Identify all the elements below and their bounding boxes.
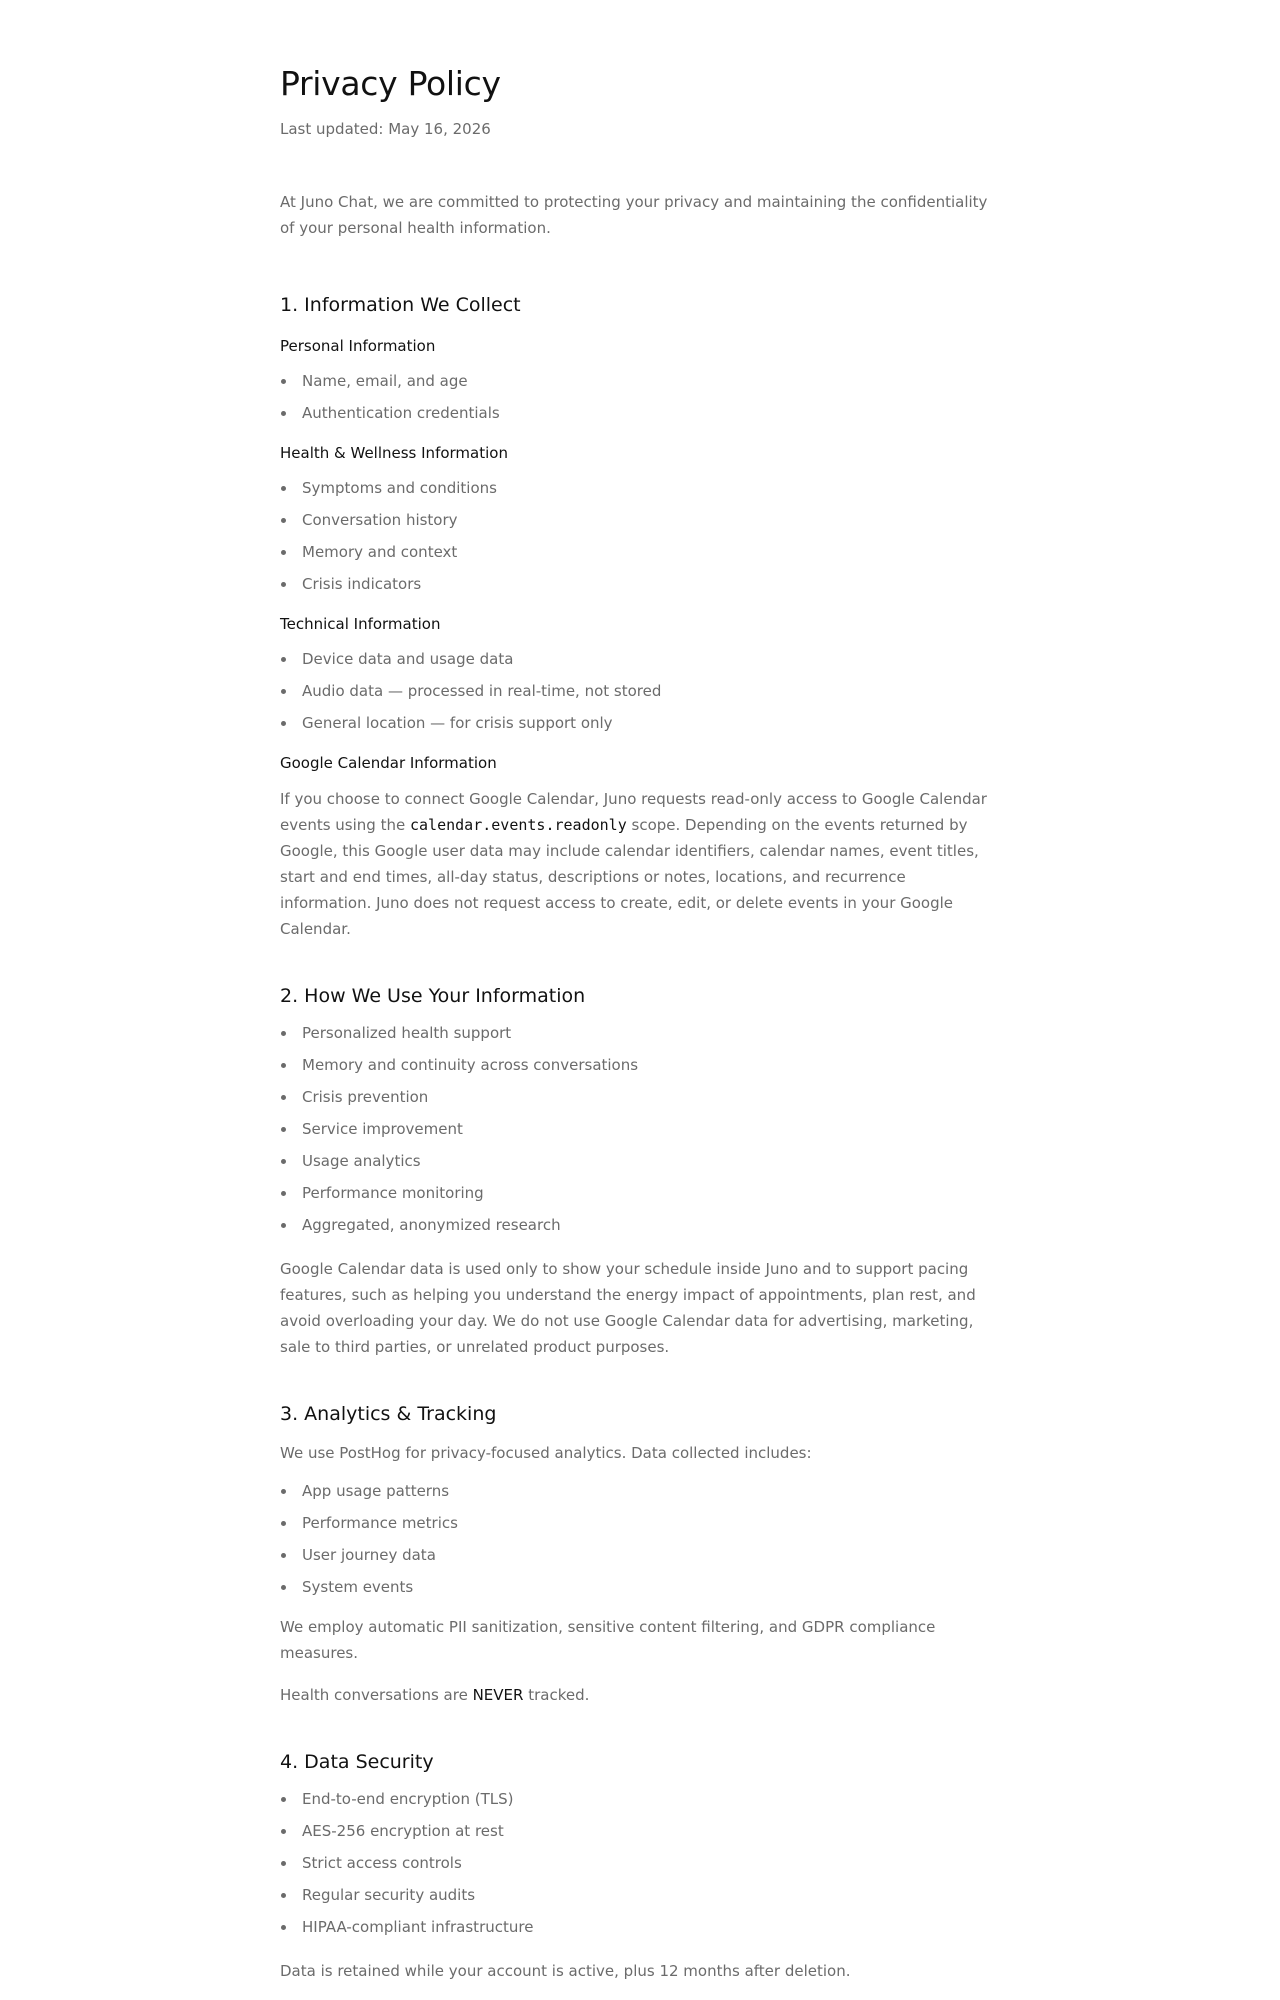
section-data-security xyxy=(280,1748,1000,1984)
analytics-intro: We use PostHog for privacy-focused analytics. Data collected includes: xyxy=(280,1444,812,1462)
section-heading: 4. Data Security xyxy=(280,1751,434,1773)
section-heading: 2. How We Use Your Information xyxy=(280,985,586,1007)
personal-information-list xyxy=(280,370,1000,424)
section-analytics-tracking xyxy=(280,1400,1000,1708)
intro-paragraph: At Juno Chat, we are committed to protecting your privacy and maintaining the confidentiality of your personal health information. xyxy=(280,193,988,237)
usage-list xyxy=(280,1022,1000,1236)
subheading-technical-information: Technical Information xyxy=(280,615,441,633)
section-information-we-collect xyxy=(280,291,1000,942)
gcal-text-before: If you choose to connect Google Calendar, Juno requests read-only access to Google Calendar events using the xyxy=(280,790,987,834)
list-item: App usage patterns xyxy=(280,1480,1000,1502)
list-item: Name, email, and age xyxy=(280,370,1000,392)
pii-paragraph: We employ automatic PII sanitization, sensitive content filtering, and GDPR compliance measures. xyxy=(280,1618,936,1662)
list-item: Crisis indicators xyxy=(280,573,1000,595)
list-item: Memory and context xyxy=(280,541,1000,563)
health-text-after: tracked. xyxy=(523,1686,590,1704)
google-calendar-usage-paragraph: Google Calendar data is used only to show your schedule inside Juno and to support pacing features, such as helping you understand the energy impact of appointments, plan rest, and avoid overloading your day. We do not use Google Calendar data for advertising, marketing, sale to third parties, or unrelated product purposes. xyxy=(280,1260,976,1356)
list-item: General location — for crisis support only xyxy=(280,712,1000,734)
list-item: Strict access controls xyxy=(280,1852,1000,1874)
health-tracking-paragraph xyxy=(280,1682,1000,1708)
never-emphasis: NEVER xyxy=(472,1686,524,1704)
list-item: System events xyxy=(280,1576,1000,1598)
retention-paragraph: Data is retained while your account is active, plus 12 months after deletion. xyxy=(280,1962,851,1980)
list-item: Performance monitoring xyxy=(280,1182,1000,1204)
list-item: Crisis prevention xyxy=(280,1086,1000,1108)
subheading-personal-information: Personal Information xyxy=(280,337,436,355)
section-heading: 1. Information We Collect xyxy=(280,294,521,316)
list-item: User journey data xyxy=(280,1544,1000,1566)
google-calendar-paragraph xyxy=(280,786,1000,942)
list-item: Service improvement xyxy=(280,1118,1000,1140)
page-title: Privacy Policy xyxy=(280,64,501,103)
list-item: Conversation history xyxy=(280,509,1000,531)
subheading-health-wellness: Health & Wellness Information xyxy=(280,444,508,462)
security-list xyxy=(280,1788,1000,1938)
subheading-google-calendar: Google Calendar Information xyxy=(280,754,497,772)
list-item: Audio data — processed in real-time, not stored xyxy=(280,680,1000,702)
list-item: AES-256 encryption at rest xyxy=(280,1820,1000,1842)
list-item: HIPAA-compliant infrastructure xyxy=(280,1916,1000,1938)
list-item: Device data and usage data xyxy=(280,648,1000,670)
health-information-list xyxy=(280,477,1000,595)
analytics-list xyxy=(280,1480,1000,1598)
privacy-policy-page xyxy=(280,0,1000,1984)
health-text-before: Health conversations are xyxy=(280,1686,473,1704)
technical-information-list xyxy=(280,648,1000,734)
list-item: Regular security audits xyxy=(280,1884,1000,1906)
last-updated: Last updated: May 16, 2026 xyxy=(280,120,491,138)
list-item: Symptoms and conditions xyxy=(280,477,1000,499)
section-heading: 3. Analytics & Tracking xyxy=(280,1403,497,1425)
section-how-we-use xyxy=(280,982,1000,1360)
list-item: Personalized health support xyxy=(280,1022,1000,1044)
list-item: Aggregated, anonymized research xyxy=(280,1214,1000,1236)
list-item: Performance metrics xyxy=(280,1512,1000,1534)
list-item: Usage analytics xyxy=(280,1150,1000,1172)
gcal-text-after: scope. Depending on the events returned by Google, this Google user data may include calendar identifiers, calendar names, event titles, start and end times, all-day status, descriptions or notes, locations, and recurrence information. Juno does not request access to create, edit, or delete events in your Google Calendar. xyxy=(280,816,979,938)
list-item: End-to-end encryption (TLS) xyxy=(280,1788,1000,1810)
list-item: Authentication credentials xyxy=(280,402,1000,424)
calendar-scope-code: calendar.events.readonly xyxy=(409,816,627,834)
list-item: Memory and continuity across conversations xyxy=(280,1054,1000,1076)
